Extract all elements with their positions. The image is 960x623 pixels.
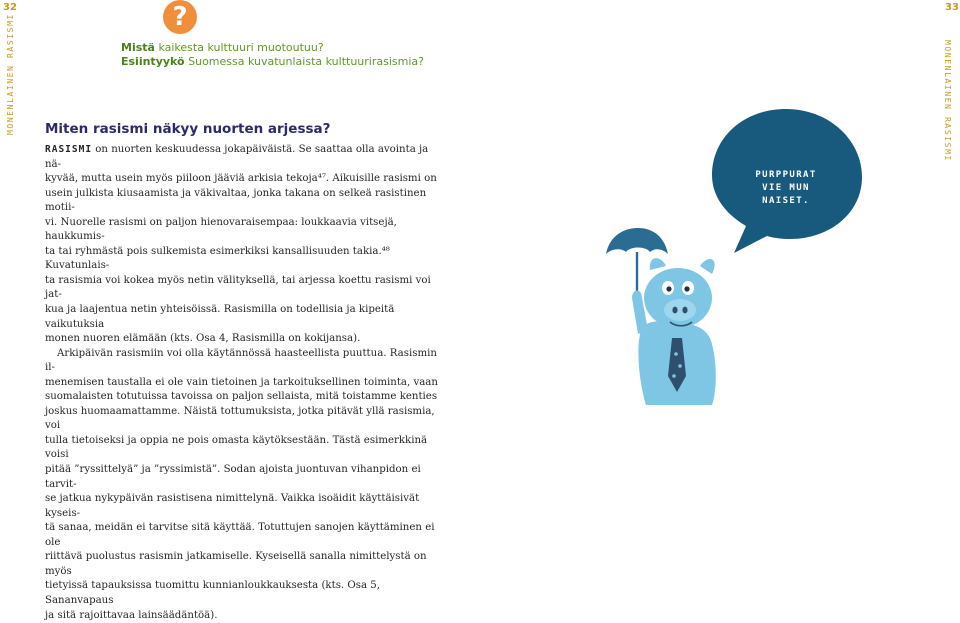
speech-bubble-text [728, 169, 844, 208]
p1-line-6: ta rasismia voi kokea myös netin välityksellä, tai arjessa koettu rasismi voi jat- [45, 274, 431, 301]
question-1-text: kaikesta kulttuuri muotoutuu? [154, 41, 324, 54]
mascot-ear-right [700, 259, 715, 274]
p2-line-3: suomalaisten totutuissa tavoissa on paljon sellaista, mitä toistamme kenties [45, 391, 438, 403]
article-heading: Miten rasismi näkyy nuorten arjessa? [45, 121, 331, 137]
p2-line-5: tulla tietoiseksi ja oppia ne pois omasta käytöksestään. Tästä esimerkkinä voisi [45, 434, 428, 461]
question-line-1 [121, 41, 324, 55]
mascot-ear-left [650, 258, 666, 270]
p1-line-1: on nuorten keskuudessa jokapäiväistä. Se saattaa olla avointa ja nä- [45, 144, 429, 170]
p2-line-1: Arkipäivän rasismiin voi olla käytännössä haasteellista puuttua. Rasismin il- [45, 347, 437, 374]
mascot-with-umbrella-icon [596, 226, 746, 405]
question-line-2 [121, 55, 424, 69]
bubble-line-3: NAISET. [762, 196, 810, 206]
p1-line-8: monen nuoren elämään (kts. Osa 4, Rasismilla on kokijansa). [45, 333, 361, 345]
p1-line-5: ta tai ryhmästä pois sulkemista esimerkiksi kansallisuuden takia.⁴⁸ Kuvatunlais- [45, 245, 390, 272]
paragraph-1 [45, 143, 445, 347]
running-head-right-text: MONENLAINEN RASISMI [943, 40, 952, 162]
question-2-keyword: Esiintyykö [121, 55, 185, 68]
article-body [45, 143, 445, 623]
question-2-text: Suomessa kuvatunlaista kulttuurirasismia? [184, 55, 424, 68]
paragraph-2 [45, 347, 445, 623]
p1-line-3: usein julkista kiusaamista ja väkivaltaa, jonka takana on selkeä rasistinen motii- [45, 187, 427, 214]
page-number-left: 32 [3, 2, 17, 13]
page-number-right: 33 [945, 2, 959, 13]
lead-word: RASISMI [45, 144, 93, 155]
question-mark-icon: ? [163, 0, 197, 34]
p2-line-4: joskus huomaamattamme. Näistä tottumuksista, jotka pitävät yllä rasismia, voi [45, 405, 435, 432]
p1-line-2: kyvää, mutta usein myös piiloon jääviä arkisia tekoja⁴⁷. Aikuisille rasismi on [45, 173, 437, 185]
bubble-line-2: VIE MUN [762, 183, 810, 193]
p2-line-10: tietyissä tapauksissa tuomittu kunnianloukkauksesta (kts. Osa 5, Sananvapaus [45, 580, 381, 606]
p2-line-6: pitää ”ryssittelyä” ja ”ryssimistä”. Sodan ajoista juontuvan vihanpidon ei tarvit- [45, 464, 421, 490]
p2-line-8: tä sanaa, meidän ei tarvitse sitä käyttää. Totuttujen sanojen käyttäminen ei ole [45, 522, 435, 548]
p2-line-11: ja sitä rajoittavaa lainsäädäntöä). [45, 609, 218, 621]
p2-line-7: se jatkua nykypäivän rasistisena nimittelynä. Vaikka isoäidit käyttäisivät kyseis- [45, 493, 420, 519]
p2-line-2: menemisen taustalla ei ole vain tietoinen ja tarkoituksellinen toiminta, vaan [45, 376, 438, 388]
mascot-snout [664, 299, 696, 321]
bubble-line-1: PURPPURAT [755, 170, 817, 180]
umbrella-canopy [606, 228, 668, 254]
p1-line-7: kua ja laajentua netin yhteisöissä. Rasismilla on todellisia ja kipeitä vaikutuksia [45, 304, 395, 330]
question-1-keyword: Mistä [121, 41, 155, 54]
running-head-left-text: MONENLAINEN RASISMI [6, 13, 15, 135]
p1-line-4: vi. Nuorelle rasismi on paljon hienovaraisempaa: loukkaavia vitsejä, haukkumis- [45, 216, 397, 243]
p2-line-9: riittävä puolustus rasismin jatkamiselle. Kyseisellä sanalla nimittelystä on myös [45, 551, 427, 577]
